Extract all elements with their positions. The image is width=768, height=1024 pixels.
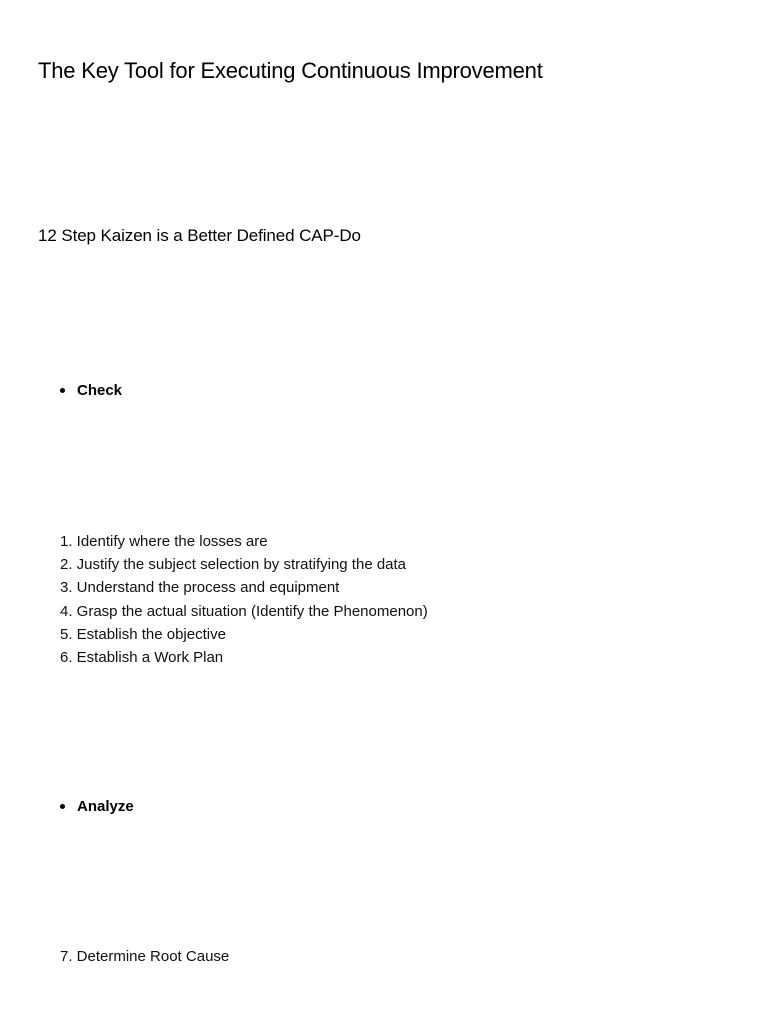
list-item: 1. Identify where the losses are — [60, 533, 268, 550]
bullet-label: Check — [77, 382, 123, 399]
list-item: 4. Grasp the actual situation (Identify the Phenomenon) — [60, 602, 428, 620]
list-item: 2. Justify the subject selection by stratifying the data — [60, 556, 407, 574]
bullet-dot-icon — [60, 804, 65, 809]
bullet-item-check — [60, 382, 122, 399]
list-item: 6. Establish a Work Plan — [60, 648, 224, 666]
bullet-item-analyze — [60, 798, 134, 815]
step-list-check — [60, 530, 428, 669]
list-item: 5. Establish the objective — [60, 625, 226, 643]
section-subtitle: 12 Step Kaizen is a Better Defined CAP-Do — [38, 226, 361, 245]
bullet-label: Analyze — [77, 798, 134, 815]
step-list-analyze — [60, 945, 229, 968]
bullet-dot-icon — [60, 388, 65, 393]
page-title: The Key Tool for Executing Continuous Improvement — [38, 58, 543, 83]
list-item: 7. Determine Root Cause — [60, 948, 230, 965]
list-item: 3. Understand the process and equipment — [60, 579, 340, 597]
